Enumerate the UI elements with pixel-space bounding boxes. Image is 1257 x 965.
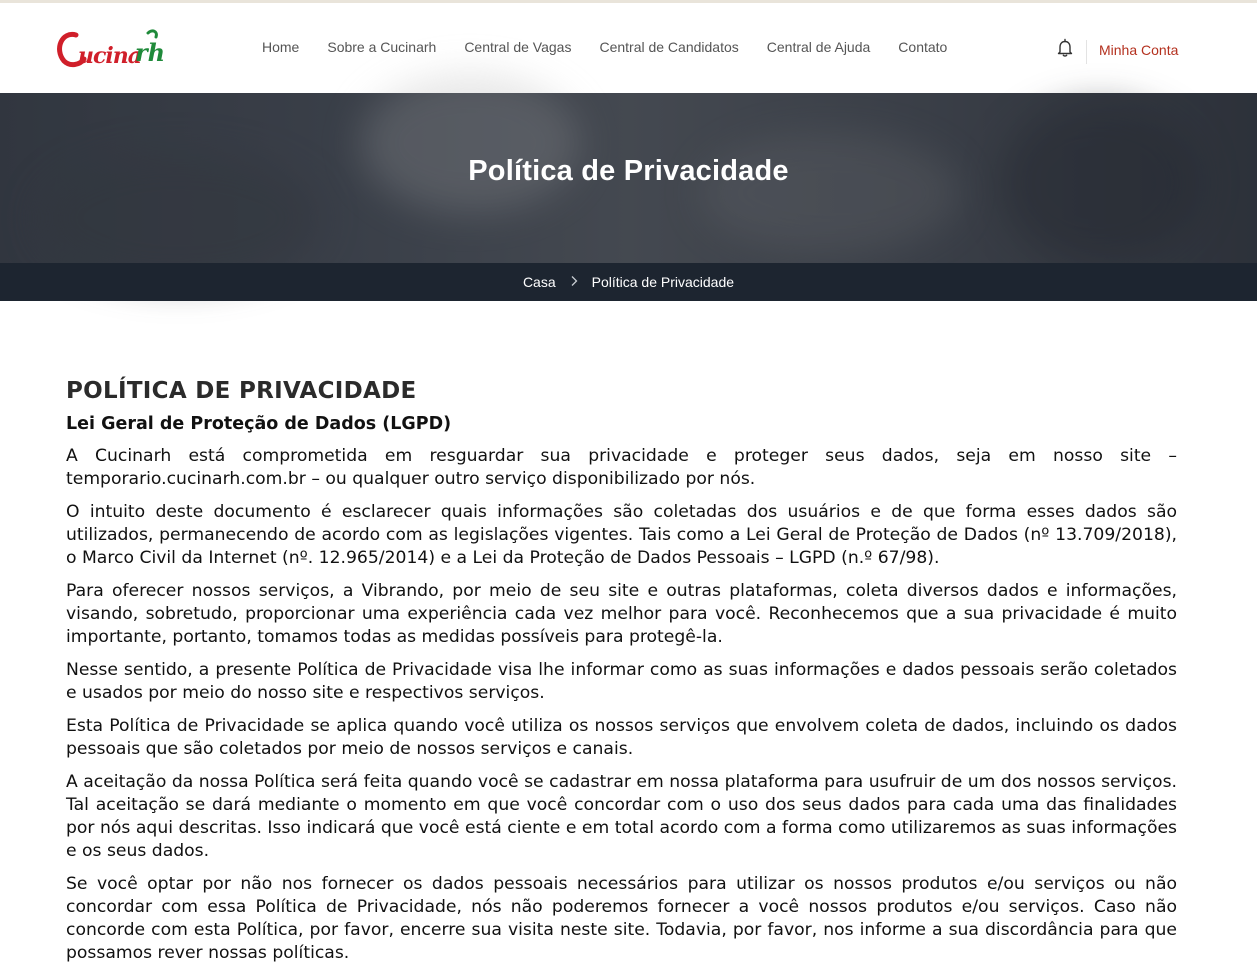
svg-text:rh: rh <box>135 38 166 67</box>
nav-central-candidatos[interactable]: Central de Candidatos <box>599 39 739 55</box>
header-divider <box>1086 40 1087 64</box>
site-logo[interactable] <box>52 25 167 73</box>
policy-content <box>66 375 1177 965</box>
page-hero <box>0 93 1257 263</box>
nav-sobre[interactable]: Sobre a Cucinarh <box>327 39 437 55</box>
chevron-right-icon <box>570 275 578 290</box>
main-nav <box>248 36 961 60</box>
policy-paragraph: O intuito deste documento é esclarecer quais informações são coletadas dos usuários e de que forma esses dados são utilizados, permanecendo de acordo com as legislações vigentes. Tais como a Lei Geral de Proteção de Dados (nº 13.709/2018), o Marco Civil da Internet (nº. 12.965/2014) e a Lei da Proteção de Dados Pessoais – LGPD (n.º 67/98). <box>66 502 1177 568</box>
policy-paragraph: Se você optar por não nos fornecer os dados pessoais necessários para utilizar os nossos produtos e/ou serviços ou não concordar com essa Política de Privacidade, nós não poderemos fornecer a você nossos produtos e/ou serviços. Caso não concorde com esta Política, por favor, encerre sua visita neste site. Todavia, por favor, nos informe a sua discordância para que possamos rever nossas políticas. <box>66 874 1177 963</box>
page-title: Política de Privacidade <box>468 155 789 187</box>
breadcrumb <box>0 263 1257 301</box>
cucinarh-logo <box>52 25 167 73</box>
nav-central-vagas[interactable]: Central de Vagas <box>464 39 572 55</box>
my-account-link[interactable]: Minha Conta <box>1099 42 1179 58</box>
nav-contato[interactable]: Contato <box>898 39 948 55</box>
policy-subheading: Lei Geral de Proteção de Dados (LGPD) <box>66 414 452 434</box>
bell-icon[interactable] <box>1056 38 1074 58</box>
nav-home[interactable]: Home <box>262 39 300 55</box>
svg-text:ucina: ucina <box>78 43 141 69</box>
policy-paragraph: Esta Política de Privacidade se aplica quando você utiliza os nossos serviços que envolvem coleta de dados, incluindo os dados pessoais que são coletados por meio de nossos serviços e canais. <box>66 716 1177 759</box>
breadcrumb-home[interactable]: Casa <box>522 274 556 290</box>
policy-paragraph: Nesse sentido, a presente Política de Privacidade visa lhe informar como as suas informações e dados pessoais serão coletados e usados por meio do nosso site e respectivos serviços. <box>66 660 1177 703</box>
policy-paragraph: A Cucinarh está comprometida em resguardar sua privacidade e proteger seus dados, seja em nosso site – temporario.cucinarh.com.br – ou qualquer outro serviço disponibilizado por nós. <box>66 446 1177 489</box>
nav-central-ajuda[interactable]: Central de Ajuda <box>766 39 871 55</box>
policy-paragraph: Para oferecer nossos serviços, a Vibrando, por meio de seu site e outras plataformas, coleta diversos dados e informações, visando, sobretudo, proporcionar uma experiência cada vez melhor para você. Reconhecemos que a sua privacidade é muito importante, portanto, tomamos todas as medidas possíveis para protegê-la. <box>66 581 1177 647</box>
policy-paragraph: A aceitação da nossa Política será feita quando você se cadastrar em nossa plataforma para usufruir de um dos nossos serviços. Tal aceitação se dará mediante o momento em que você concordar com o uso dos seus dados para cada uma das finalidades por nós aqui descritas. Isso indicará que você está ciente e em total acordo com a forma como utilizaremos as suas informações e os seus dados. <box>66 772 1177 861</box>
policy-heading: POLÍTICA DE PRIVACIDADE <box>66 378 417 404</box>
breadcrumb-current: Política de Privacidade <box>591 274 735 290</box>
site-header <box>0 3 1257 93</box>
